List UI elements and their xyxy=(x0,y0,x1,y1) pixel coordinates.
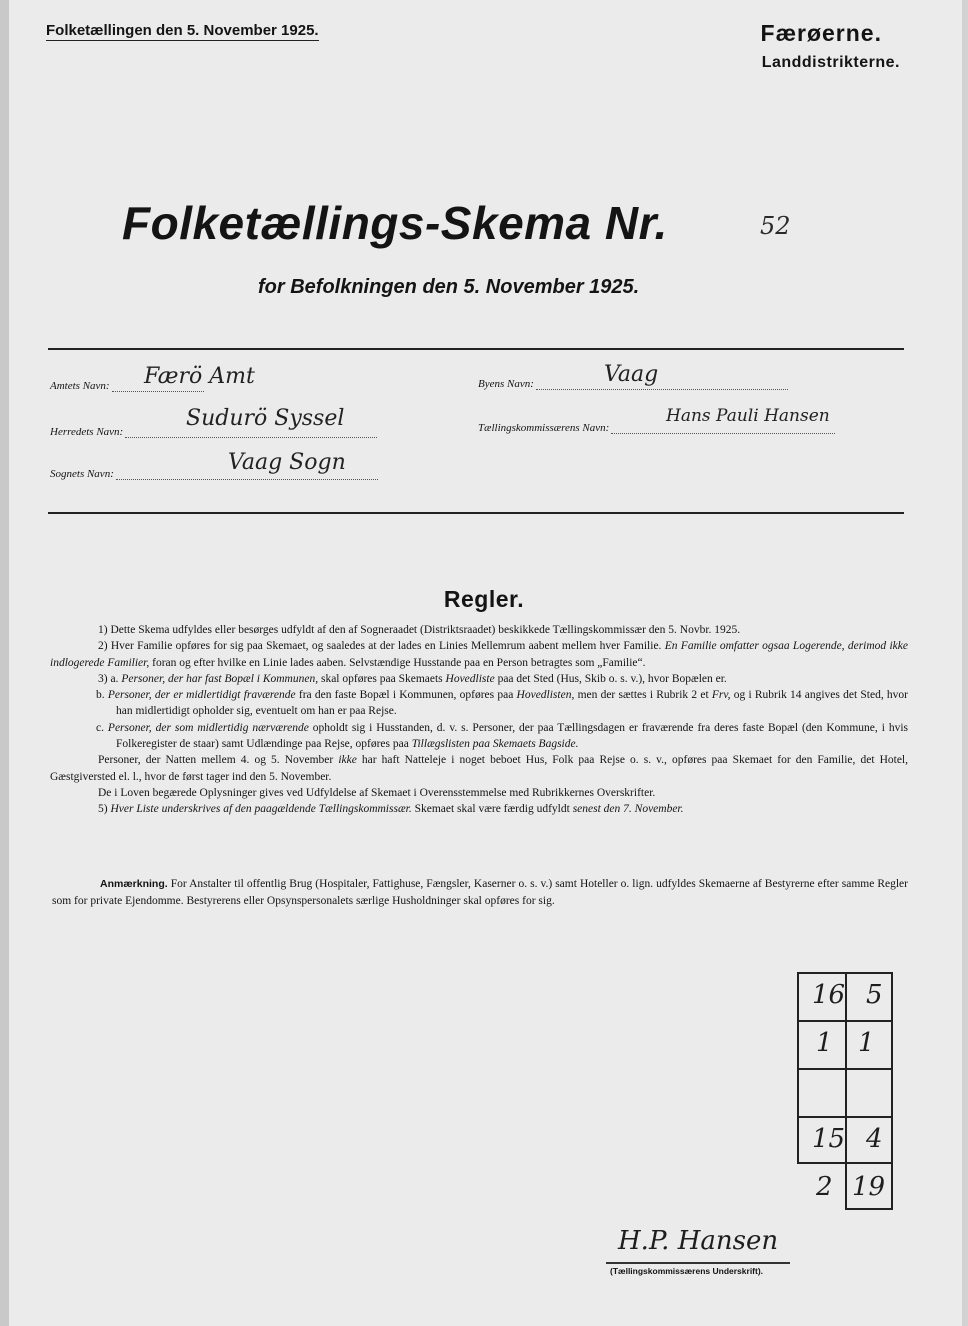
rule-6-deadline: senest den 7. November. xyxy=(572,803,684,816)
rules-body xyxy=(50,622,908,818)
tally-r5-left: 2 xyxy=(816,1172,833,1202)
rule-2-part-c: foran og efter hvilke en Linie lades aaben. Selvstændige Husstande paa en Person betragtes som „Familie“. xyxy=(152,656,646,669)
rule-2-part-b: En Familie omfatter ogsaa Logerende, derimod ikke indlogerede Familier, xyxy=(50,640,908,669)
signature-caption: (Tællingskommissærens Underskrift). xyxy=(610,1266,764,1276)
byens-value: Vaag xyxy=(604,362,659,387)
rule-6-italic: Hver Liste underskrives af den paagældende Tællingskommissær. xyxy=(110,803,412,816)
tally-r1-right: 5 xyxy=(866,980,883,1010)
rule-3b xyxy=(50,687,908,720)
rule-4-ikke: ikke xyxy=(338,754,357,767)
rule-3b-text-2: men der sættes i Rubrik 2 et xyxy=(577,689,709,702)
rule-3a xyxy=(50,671,908,687)
tally-r4-right: 4 xyxy=(866,1124,883,1154)
rule-3b-text-end: og i Rubrik 14 angives det Sted, hvor han midlertidigt opholder sig, eventuelt om han er paa Rejse. xyxy=(116,689,908,718)
herred-label-text: Herredets Navn: xyxy=(50,426,124,438)
divider-top xyxy=(48,348,904,350)
rule-6-text: Skemaet skal være færdig udfyldt xyxy=(414,803,570,816)
annotation-label: Anmærkning. xyxy=(100,878,168,890)
rule-2 xyxy=(50,638,908,671)
rule-3a-text: skal opføres paa Skemaets xyxy=(320,672,443,685)
byens-label-text: Byens Navn: xyxy=(478,378,534,390)
kommissaer-value: Hans Pauli Hansen xyxy=(666,406,830,426)
form-subtitle: for Befolkningen den 5. November 1925. xyxy=(258,276,640,298)
form-number: 52 xyxy=(760,212,791,240)
kommissaer-label-text: Tællingskommissærens Navn: xyxy=(478,422,610,434)
rule-3c xyxy=(50,720,908,753)
rule-4-text: Personer, der Natten mellem 4. og 5. November xyxy=(98,754,334,767)
sogn-label-text: Sognets Navn: xyxy=(50,468,114,480)
amt-value: Færö Amt xyxy=(144,364,255,389)
rule-3a-italic: Personer, der har fast Bopæl i Kommunen, xyxy=(121,672,319,685)
annotation-note xyxy=(52,876,908,910)
rule-3a-marker: 3) a. xyxy=(98,672,119,685)
rule-3a-text-end: paa det Sted (Hus, Skib o. s. v.), hvor Bopælen er. xyxy=(497,672,727,685)
rule-3b-frv: Frv, xyxy=(711,689,731,702)
tally-divider-3 xyxy=(797,1116,893,1118)
form-title: Folketællings-Skema Nr. xyxy=(122,197,668,249)
rule-4-text-end: har haft Natteleje i noget beboet Hus, Folk paa Rejse o. s. v., opføres paa Skemaet for den Familie, det Hotel, Gæstgiversted el. l., hvor de først tager ind den 5. November. xyxy=(50,754,909,783)
rule-3b-marker: b. xyxy=(96,689,105,702)
signature-line xyxy=(606,1262,790,1264)
tally-divider-2 xyxy=(797,1068,893,1070)
byens-dotted-line xyxy=(536,379,788,390)
rule-1: 1) Dette Skema udfyldes eller besørges udfyldt af den af Sogneraadet (Distriktsraadet) beskikkede Tællingskommissær den 5. Novbr. 1925. xyxy=(98,624,741,636)
sogn-value: Vaag Sogn xyxy=(228,450,346,475)
rule-6-marker: 5) xyxy=(98,803,108,816)
rule-2-part-a: 2) Hver Familie opføres for sig paa Skemaet, og saaledes at der lades en Linies Mellemrum aabent mellem hver Familie. xyxy=(98,640,662,653)
scan-edge-left xyxy=(0,0,9,1326)
census-date-header: Folketællingen den 5. November 1925. xyxy=(46,22,319,39)
rule-3c-italic: Personer, der som midlertidig nærværende xyxy=(107,721,309,734)
district-type-header: Landdistrikterne. xyxy=(761,54,900,71)
rule-3b-text: fra den faste Bopæl i Kommunen, opføres paa xyxy=(298,689,514,702)
region-header: Færøerne. xyxy=(760,20,882,46)
tally-r5-right: 19 xyxy=(852,1172,886,1202)
rule-5: De i Loven begærede Oplysninger gives ved Udfyldelse af Skemaet i Overensstemmelse med Rubrikkernes Overskrifter. xyxy=(98,786,656,799)
tally-r1-left: 16 xyxy=(812,980,846,1010)
tally-r2-right: 1 xyxy=(858,1028,875,1058)
amt-label-text: Amtets Navn: xyxy=(50,380,110,392)
rule-6 xyxy=(50,801,908,817)
tally-divider-1 xyxy=(797,1020,893,1022)
tally-r2-left: 1 xyxy=(816,1028,833,1058)
herred-value: Sudurö Syssel xyxy=(186,406,345,431)
commissioner-signature: H.P. Hansen xyxy=(618,1226,779,1256)
scan-edge-right xyxy=(962,0,968,1326)
divider-bottom xyxy=(48,512,904,514)
annotation-text: For Anstalter til offentlig Brug (Hospitaler, Fattighuse, Fængsler, Kaserner o. s. v.) samt Hoteller o. lign. udfyldes Skemaerne af Bestyrerne efter samme Regler som for private Ejendomme. Bestyrerens eller Opsynspersonalets særlige Husholdninger skal opføres for sig. xyxy=(52,878,908,907)
rule-3c-tillaegsliste: Tillægslisten paa Skemaets Bagside. xyxy=(411,738,579,751)
rule-3b-hovedlisten: Hovedlisten, xyxy=(516,689,575,702)
rules-heading: Regler. xyxy=(443,586,525,612)
rule-3c-marker: c. xyxy=(96,721,104,734)
rule-3a-hovedliste: Hovedliste xyxy=(445,672,495,685)
tally-r4-left: 15 xyxy=(812,1124,846,1154)
rule-3b-italic: Personer, der er midlertidigt fraværende xyxy=(107,689,296,702)
rule-4 xyxy=(50,752,908,785)
rule-3c-text: opholdt sig i Husstanden, d. v. s. Personer, der paa Tællingsdagen er fraværende fra deres faste Bopæl (den Kommune, i hvis Folkeregister de staar) samt Udlændinge paa Rejse, opføres paa xyxy=(116,721,908,751)
